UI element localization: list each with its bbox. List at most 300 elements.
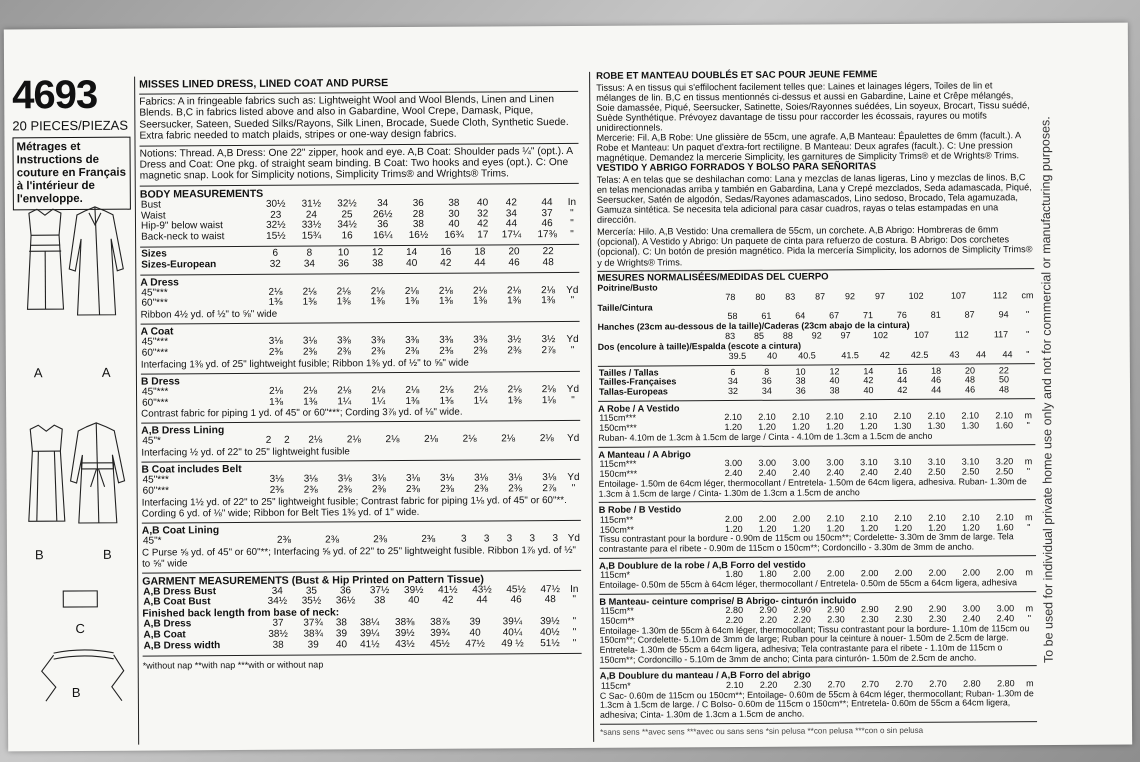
yardage-title: B Dress — [140, 376, 180, 388]
value-cell: 2.90 — [894, 603, 913, 614]
value-cell: 37 — [541, 207, 553, 219]
value-cell: 3.10 — [961, 456, 980, 467]
metrage-title: A Robe / A Vestido — [598, 403, 680, 415]
value-cell: 2⅜ — [325, 534, 340, 546]
value-cell: 38 — [335, 617, 347, 629]
value-cell: 1⅜ — [336, 296, 351, 308]
french-spanish-panel — [589, 69, 1037, 742]
unit-cell: Yd — [566, 383, 580, 395]
value-cell: 2⅛ — [438, 285, 453, 297]
fabrics-text: Fabrics: A in fringeable fabrics such as: Lightweight Wool and Wool Blends, Linen and Linen Blends. B,C in fabrics listed above and also in Gabardine, Wool Crepe, Damask, Pique, Seersucker, Sateen, Sueded Silks/Rayons, Silk Linen, Brocade, Suede Cloth, Synthetic Suede. Extra fabric needed to match plaids, stripes or one-way design fabrics. — [139, 94, 569, 142]
value-cell: 2⅛ — [541, 284, 556, 296]
value-cell: 34 — [727, 376, 738, 387]
value-cell: 2⅜ — [336, 346, 351, 358]
size-cell: 22 — [542, 246, 554, 258]
value-cell: 30 — [448, 208, 460, 220]
value-cell: 2⅛ — [539, 433, 554, 445]
value-cell: 85 — [753, 330, 765, 341]
yardage-title: A,B Coat Lining — [141, 524, 220, 537]
size-cell: 18 — [474, 246, 486, 258]
value-cell: 3⅛ — [371, 473, 386, 485]
value-cell: 67 — [829, 310, 840, 321]
yardage-row-label: 60"*** — [141, 297, 168, 310]
value-cell: 3⅜ — [370, 335, 385, 347]
value-cell: 2⅛ — [507, 384, 522, 396]
metrage-row-label: 115cm*** — [599, 413, 637, 424]
value-cell: 2.20 — [759, 614, 778, 625]
value-cell: 38 — [795, 375, 806, 387]
value-cell: 3 — [483, 533, 490, 545]
unit-cell: " — [570, 344, 575, 356]
unit-cell: " — [1025, 309, 1030, 320]
value-cell: 38⅞ — [430, 616, 450, 629]
value-cell: 36 — [412, 197, 424, 209]
french-title: ROBE ET MANTEAU DOUBLÉS ET SAC POUR JEUNE FEMME — [596, 69, 878, 82]
metrage-row-label: 150cm** — [600, 615, 635, 626]
garment-measurement-row-label: A,B Dress Bust — [143, 585, 217, 598]
yardage-note: C Purse ⅝ yd. of 45" or 60"**; Interfacing ⅝ yd. of 22" to 25" lightweight fusible. Ribbon 1⅞ yd. of ½" to ⅝" wide — [141, 544, 577, 570]
yardage-row-label: 60"*** — [141, 347, 169, 359]
value-cell: 42 — [477, 218, 489, 230]
value-cell: 10 — [795, 366, 806, 377]
unit-cell: " — [1026, 329, 1030, 340]
value-cell: 92 — [844, 291, 856, 302]
value-cell: 2.50 — [927, 466, 946, 477]
view-b-drawings — [16, 421, 133, 540]
unit-cell: Yd — [567, 532, 580, 544]
value-cell: 12 — [829, 365, 840, 376]
taille-label: Tailles / Tallas — [598, 366, 659, 378]
unit-cell: " — [1026, 348, 1030, 359]
unit-cell: " — [1027, 612, 1032, 623]
value-cell: 1⅜ — [405, 395, 420, 407]
metrage-block — [599, 592, 1036, 669]
unit-cell: " — [570, 229, 574, 241]
value-cell: 28 — [412, 208, 424, 220]
value-cell: 39½ — [395, 627, 415, 640]
value-cell: 3⅛ — [302, 335, 317, 347]
yardage-title: A,B Dress Lining — [141, 425, 225, 438]
value-cell: 2⅛ — [501, 433, 516, 445]
value-cell: 102 — [908, 290, 924, 301]
metrage-note: Tissu contrastant pour la bordure - 0.90m de 115cm ou 150cm**; Cordelette- 3.30m de 3mm de large. Tela contrastante para el ribete - 0.90m de 115cm o 150cm**; Cordoncillo - 3.30m de 3mm de ancho. — [598, 531, 1014, 554]
value-cell: 1.20 — [758, 523, 777, 534]
mesures-heading: MESURES NORMALISÉES/MEDIDAS DEL CUERPO — [597, 271, 829, 284]
value-cell: 38½ — [268, 628, 288, 640]
value-cell: 34 — [271, 585, 283, 597]
value-cell: 3⅛ — [269, 473, 284, 486]
french-instructions-note: Métrages et Instructions de couture en Français à l'intérieur de l'enveloppe. — [12, 137, 130, 211]
value-cell: 40 — [477, 197, 489, 209]
value-cell: 2.10 — [927, 411, 946, 422]
value-cell: 2.40 — [894, 466, 912, 478]
pieces-count: 20 PIECES/PIEZAS — [12, 117, 129, 134]
value-cell: 2⅛ — [303, 385, 318, 397]
value-cell: 46 — [510, 594, 522, 606]
value-cell: 38¼ — [359, 617, 380, 629]
value-cell: 2.90 — [928, 603, 947, 614]
value-cell: 1⅜ — [268, 297, 283, 309]
unit-cell — [1021, 376, 1035, 386]
value-cell: 1.20 — [826, 421, 844, 432]
view-a-dress-label: A — [33, 365, 43, 381]
value-cell: 92 — [811, 330, 822, 341]
value-cell: 39½ — [403, 584, 424, 596]
value-cell: 2.80 — [963, 678, 981, 689]
garment-measurements-heading: GARMENT MEASUREMENTS (Bust & Hip Printed on Pattern Tissue) — [142, 573, 484, 588]
metrage-row-label: 150cm*** — [599, 468, 638, 479]
size-euro-cell: 36 — [337, 258, 350, 270]
metrage-note: Entoilage- 0.50m de 55cm à 64cm léger, thermocollant / Entretela- 0.50m de 55cm a 64cm ligera, adhesiva — [599, 577, 1018, 590]
metrage-note: Entoilage- 1.30m de 55cm à 64cm léger, thermocollant; Tissu contrastant pour la bordure- 1.10m de 115cm ou 150cm**; Cordelette- 5.10m de 3mm de large; Ruban pour la ceinture à nouer- 1.50m de 2.5cm de large. Entretela- 1.30m de 55cm a 64cm ligera, adhesiva; Tela contrastante para el ribete - 1.10m de 115cm o 150cm**; Cordoncillo - 5.10m de 3mm de ancho; Cinta para cinturón- 1.50m de 2.5cm de ancho. — [599, 622, 1030, 665]
metrage-note: Ruban- 4.10m de 1.3cm à 1.5cm de large / Cinta - 4.10m de 1.3cm a 1.5cm de ancho — [598, 431, 933, 444]
value-cell: 3⅛ — [474, 472, 489, 484]
value-cell: 42 — [879, 349, 890, 360]
value-cell: 2.30 — [861, 613, 879, 624]
unit-cell: " — [572, 616, 577, 628]
value-cell: 47½ — [465, 638, 485, 650]
value-cell: 94 — [998, 309, 1009, 320]
value-cell: 2⅜ — [473, 345, 488, 357]
unit-cell — [1021, 385, 1035, 395]
value-cell: 39 — [469, 616, 481, 628]
value-cell: 17 — [477, 229, 489, 241]
metrage-title: B Robe / B Vestido — [598, 504, 682, 516]
value-cell: 64 — [795, 310, 806, 322]
value-cell: 2.00 — [793, 568, 811, 579]
unit-cell: Yd — [566, 284, 579, 296]
left-strip — [12, 72, 134, 716]
value-cell: 32 — [727, 386, 738, 397]
value-cell: 48 — [964, 374, 976, 386]
value-cell: 39¾ — [430, 627, 450, 639]
value-cell: 40 — [829, 375, 840, 386]
mesure-label: Poitrine/Busto — [597, 282, 658, 293]
value-cell: 44 — [476, 594, 488, 606]
metrage-row-label: 115cm*** — [599, 458, 637, 469]
unit-cell: In — [570, 583, 579, 595]
metrage-row-label: 150cm** — [599, 524, 634, 535]
value-cell: 15¾ — [301, 230, 322, 242]
value-cell: 2.10 — [996, 511, 1014, 522]
size-cell: 16 — [440, 246, 452, 258]
value-cell: 2.10 — [859, 411, 878, 422]
value-cell: 38 — [412, 219, 424, 231]
value-cell: 34 — [505, 207, 517, 220]
metrage-note: C Sac- 0.60m de 115cm ou 150cm**; Entoilage- 0.60m de 55cm à 64cm léger, thermocollant; Ruban- 1.30m de 1.3cm à 1.5cm de large. / C Bolso- 0.60m de 115cm o 150cm**; Entretela- 0.60m de 55cm a 64cm ligera, adhesiva; Cinta- 1.30m de 1.3cm a 1.5cm de ancho. — [599, 687, 1034, 720]
value-cell: 102 — [872, 330, 889, 341]
tailles-table — [598, 366, 1035, 398]
value-cell: 39 — [335, 628, 348, 640]
value-cell: 48 — [544, 594, 556, 606]
value-cell: 38 — [448, 197, 460, 209]
value-cell: 36 — [795, 385, 806, 396]
value-cell: 3½ — [507, 334, 522, 346]
yardage-title: A Dress — [140, 277, 179, 289]
value-cell: 2.30 — [928, 613, 947, 624]
value-cell: 40 — [767, 350, 778, 361]
value-cell: 35½ — [301, 595, 322, 608]
mesures-rows — [597, 281, 1034, 362]
value-cell: 44 — [505, 218, 518, 230]
size-cell: 20 — [508, 246, 520, 258]
value-cell: 2.30 — [793, 679, 812, 690]
value-cell: 51½ — [540, 637, 560, 649]
size-euro-cell: 40 — [406, 257, 418, 269]
value-cell: 1¼ — [473, 395, 488, 407]
unit-cell: " — [571, 394, 575, 406]
value-cell: 2⅜ — [507, 345, 522, 357]
value-cell: 2⅛ — [371, 384, 386, 397]
value-cell: 117 — [993, 329, 1009, 340]
taille-label: Tallas-Europeas — [599, 386, 668, 398]
value-cell: 2.70 — [929, 678, 947, 689]
value-cell: 87 — [964, 309, 975, 320]
yardage-row-label: 45"*** — [141, 287, 168, 299]
value-cell: 2⅛ — [541, 383, 556, 395]
metrage-row-label: 150cm*** — [599, 422, 637, 434]
metrage-title: A Manteau / A Abrigo — [598, 449, 691, 460]
value-cell: 2.10 — [725, 679, 744, 690]
value-cell: 14 — [863, 365, 874, 376]
value-cell: 32½ — [266, 220, 286, 232]
value-cell: 20 — [964, 365, 975, 376]
value-cell: 1.20 — [725, 523, 743, 534]
value-cell: 41½ — [360, 638, 380, 651]
yardage-table — [141, 335, 580, 359]
value-cell: 2⅜ — [474, 483, 489, 495]
value-cell: 2⅛ — [385, 434, 400, 446]
value-cell: 2⅛ — [439, 384, 454, 396]
value-cell: 1¼ — [337, 395, 352, 408]
french-metrage-sections — [598, 399, 1037, 724]
garment-measurements-table — [142, 585, 581, 609]
value-cell: 2.00 — [996, 567, 1014, 578]
value-cell: 1⅛ — [541, 394, 556, 406]
value-cell: 3⅛ — [439, 472, 454, 484]
value-cell: 2⅛ — [269, 385, 284, 397]
value-cell: 3⅛ — [508, 472, 523, 484]
value-cell: 46 — [541, 218, 553, 230]
value-cell: 2⅛ — [336, 285, 351, 298]
size-cell: 14 — [406, 246, 418, 259]
english-yardage-sections — [140, 273, 581, 574]
yardage-block — [141, 421, 580, 462]
mesures-section — [597, 269, 1035, 367]
sizes-table — [140, 247, 579, 271]
mercerie-text: Mercerie: Fil. A,B Robe: Une glissière de 55cm, une agrafe. A,B Manteau: Épaulettes de 6mm (facult.). A Robe et Manteau: Un paquet d'extra-fort rectiligne. B Manteau: Deux agrafes (facult.). C: Une pression magnétique. Demandez la mercerie Simplicity, les garnitures de Simplicity Trims® et de Wrights® Trims. — [596, 130, 1021, 163]
value-cell: 97 — [840, 330, 851, 341]
value-cell: 44 — [541, 196, 553, 209]
merceria-text: Mercería: Hilo. A,B Vestido: Una cremallera de 55cm, un corchete. A,B Abrigo: Hombreras de 6mm (opcional). A Vestido y Abrigo: Un paquete de cinta para refuerzo de costura. B Abrigo: Dos corchetes (opcional). C: Un botón de presión magnético. Pida la mercería Simplicity, los adornos de Simplicity Trims® y de Wrights® Trims. — [597, 222, 1034, 271]
usage-restriction-note: To be used for individual private home use only and not for commercial or manufacturing purposes. — [1038, 116, 1056, 664]
value-cell: 2⅛ — [405, 384, 420, 396]
unit-cell: " — [571, 482, 576, 494]
value-cell: 112 — [954, 329, 969, 340]
tissus-text: Tissus: A en tissus qui s'effilochent facilement telles que: Laines et lainages légers, Toiles de lin et mélanges de lin. B,C en tissus mentionnés ci-dessus et aussi en Gabardine, Laine et Crêpe mélangés, Soie damassée, Piqué, Seersucker, Satinette, Soies/Rayonnes suédées, Lin soyeux, Brocart, Tissu suédé, Suède Synthétique. Prévoyez davantage de tissu pour raccorder les écossais, rayures ou motifs unidirectionnels. — [596, 79, 1030, 133]
view-b-dress-drawing — [28, 425, 65, 521]
value-cell: 16½ — [408, 230, 429, 242]
value-cell: 1.30 — [927, 421, 946, 432]
body-measurements-section — [140, 184, 579, 248]
value-cell: 2⅜ — [371, 346, 386, 358]
value-cell: 2.40 — [996, 613, 1015, 624]
value-cell: 3⅜ — [336, 335, 351, 347]
value-cell: 2.00 — [928, 567, 947, 578]
value-cell: 2.00 — [826, 568, 845, 579]
value-cell: 83 — [785, 291, 796, 302]
body-measurement-row-label: Waist — [140, 210, 166, 222]
view-a-dress-drawing — [27, 209, 64, 309]
value-cell: 2.40 — [860, 467, 878, 478]
value-cell: 50 — [998, 374, 1009, 385]
yardage-row-label: 60"*** — [142, 397, 169, 409]
english-title: MISSES LINED DRESS, LINED COAT AND PURSE — [139, 77, 389, 91]
value-cell: 16¼ — [373, 230, 393, 242]
value-cell: 3.00 — [962, 603, 981, 614]
value-cell: 112 — [992, 290, 1008, 301]
value-cell: 88 — [782, 330, 793, 341]
body-measurement-row-label: Back-neck to waist — [141, 231, 225, 243]
view-b-belt-label: B — [71, 684, 81, 701]
value-cell: 2.90 — [793, 604, 811, 615]
value-cell: 23 — [270, 209, 282, 221]
value-cell: 2.40 — [724, 468, 743, 479]
pattern-envelope-back — [4, 23, 1132, 752]
value-cell: 80 — [755, 291, 766, 302]
unit-cell: " — [1027, 521, 1031, 532]
value-cell: 1.20 — [860, 522, 879, 533]
garment-measurement-row-label: A,B Coat Bust — [143, 596, 211, 608]
unit-cell: " — [570, 218, 574, 230]
metrage-title: A,B Doublure de la robe / A,B Forro del vestido — [599, 559, 806, 571]
telas-text: Telas: A en telas que se deshilachan como: Lana y mezclas de lanas ligeras, Lino y mezclas de linos. B,C en telas mencionadas arriba y también en Gabardina, Lana y Crepé mezclados, Seda adamascada, Piqué, Seersucker, Satén de algodón, Sedas/Rayones adamascados, Lino sedoso, Brocado, Tela agamuzada, Gamuza sintética. Se necesita tela adicional para casar cuadros, rayas o telas estampadas en una dirección. — [596, 171, 1032, 225]
value-cell: 2⅞ — [542, 483, 557, 495]
value-cell: 58 — [727, 311, 738, 322]
value-cell: 24 — [305, 209, 317, 221]
value-cell: 2⅛ — [507, 284, 521, 296]
value-cell: 1⅜ — [303, 396, 318, 408]
value-cell: 1.20 — [724, 422, 742, 433]
value-cell: 32 — [477, 208, 489, 220]
value-cell: 47½ — [540, 583, 560, 595]
value-cell: 49 ½ — [501, 638, 524, 650]
sizes-section — [140, 245, 579, 275]
value-cell: 2.80 — [997, 677, 1015, 689]
unit-cell: " — [572, 594, 577, 606]
size-cell: 8 — [306, 247, 313, 259]
yardage-note: Ribbon 4½ yd. of ½" to ⅝" wide — [140, 308, 278, 321]
value-cell: 81 — [930, 310, 941, 321]
value-cell: 43 — [949, 349, 960, 360]
value-cell: 40.5 — [798, 350, 816, 361]
value-cell: 3⅛ — [303, 473, 318, 485]
unit-cell: cm — [1021, 289, 1034, 301]
value-cell: 1.80 — [759, 568, 777, 579]
unit-cell: m — [1024, 456, 1033, 467]
value-cell: 2⅜ — [268, 346, 283, 358]
yardage-block — [141, 322, 580, 374]
value-cell: 42 — [897, 385, 908, 396]
value-cell: 1.20 — [962, 521, 980, 533]
value-cell: 1¼ — [371, 395, 386, 407]
size-cell: 6 — [272, 247, 279, 259]
value-cell: 16¾ — [444, 229, 464, 241]
body-measurement-row-label: Hip-9" below waist — [140, 220, 223, 233]
value-cell: 3.10 — [927, 456, 946, 467]
value-cell: 1.30 — [893, 421, 912, 432]
value-cell: 3½ — [541, 334, 556, 346]
value-cell: 44 — [975, 349, 987, 360]
value-cell: 1.20 — [859, 421, 878, 432]
value-cell: 2.10 — [995, 410, 1013, 421]
value-cell: 2.10 — [825, 411, 844, 422]
yardage-block — [140, 273, 579, 325]
value-cell: 48 — [998, 384, 1010, 395]
belt-tie-drawing — [34, 645, 134, 706]
value-cell: 2.70 — [895, 678, 913, 689]
view-b-coat-label: B — [102, 546, 112, 562]
metrage-block — [599, 501, 1036, 559]
yardage-row-label: 45"*** — [141, 386, 169, 398]
size-cell: 10 — [337, 247, 350, 259]
view-b-coat-drawing — [70, 423, 125, 523]
value-cell: 2⅜ — [269, 484, 284, 496]
value-cell: 2.10 — [928, 512, 946, 523]
value-cell: 2.40 — [792, 467, 811, 478]
value-cell: 1.20 — [928, 522, 946, 533]
value-cell: 1.20 — [826, 522, 845, 533]
value-cell: 2⅛ — [370, 285, 385, 297]
value-cell: 2⅜ — [276, 534, 291, 546]
yardage-note: Interfacing 1½ yd. of 22" to 25" lightweight fusible; Contrast fabric for piping 1⅛ yd. of 45" or 60"**. Cording 6 yd. of ⅛" wide; Ribbon for Belt Ties 1⅜ yd. of 1" wide. — [141, 494, 567, 520]
value-cell: 1⅜ — [439, 395, 454, 407]
mesure-label: Dos (encolure à taille)/Espalda (escote a cintura) — [597, 340, 802, 352]
value-cell: 107 — [950, 290, 967, 301]
size-cell: 12 — [371, 247, 384, 259]
pattern-number: 4693 — [12, 72, 98, 118]
value-cell: 3⅜ — [405, 335, 420, 347]
unit-cell: m — [1024, 410, 1032, 421]
value-cell: 1⅜ — [507, 295, 522, 307]
value-cell: 16 — [341, 230, 353, 242]
yardage-note: Interfacing 1⅜ yd. of 25" lightweight fusible; Ribbon 1⅜ yd. of ½" to ⅝" wide — [140, 357, 469, 371]
value-cell: 2.40 — [758, 467, 777, 478]
value-cell: 2.10 — [860, 512, 879, 523]
view-a-coat-label: A — [101, 364, 111, 380]
finished-length-label: Finished back length from base of neck: — [142, 607, 340, 620]
yardage-title: A Coat — [140, 326, 174, 338]
taille-row — [598, 385, 1035, 398]
value-cell: 42.5 — [910, 349, 929, 360]
size-euro-cell: 32 — [269, 258, 281, 270]
body-measurement-row — [140, 230, 579, 243]
value-cell: 1⅜ — [507, 394, 522, 406]
unit-cell: Yd — [567, 433, 580, 445]
value-cell: 2⅜ — [371, 484, 386, 496]
value-cell: 42 — [863, 375, 874, 386]
value-cell: 3.00 — [826, 457, 844, 468]
unit-cell: " — [1026, 466, 1031, 477]
french-footnote: *sans sens **avec sens ***avec ou sans sens *sin pelusa **con pelusa ***con o sin pelusa — [600, 725, 924, 737]
value-cell: 2.70 — [827, 678, 846, 690]
value-cell: 17¼ — [501, 229, 522, 241]
value-cell: 3.00 — [758, 457, 777, 469]
value-cell: 2.50 — [995, 466, 1014, 477]
value-cell: 46 — [965, 384, 976, 395]
yardage-row-label: 60"*** — [142, 485, 170, 497]
value-cell: 2.10 — [724, 412, 742, 423]
